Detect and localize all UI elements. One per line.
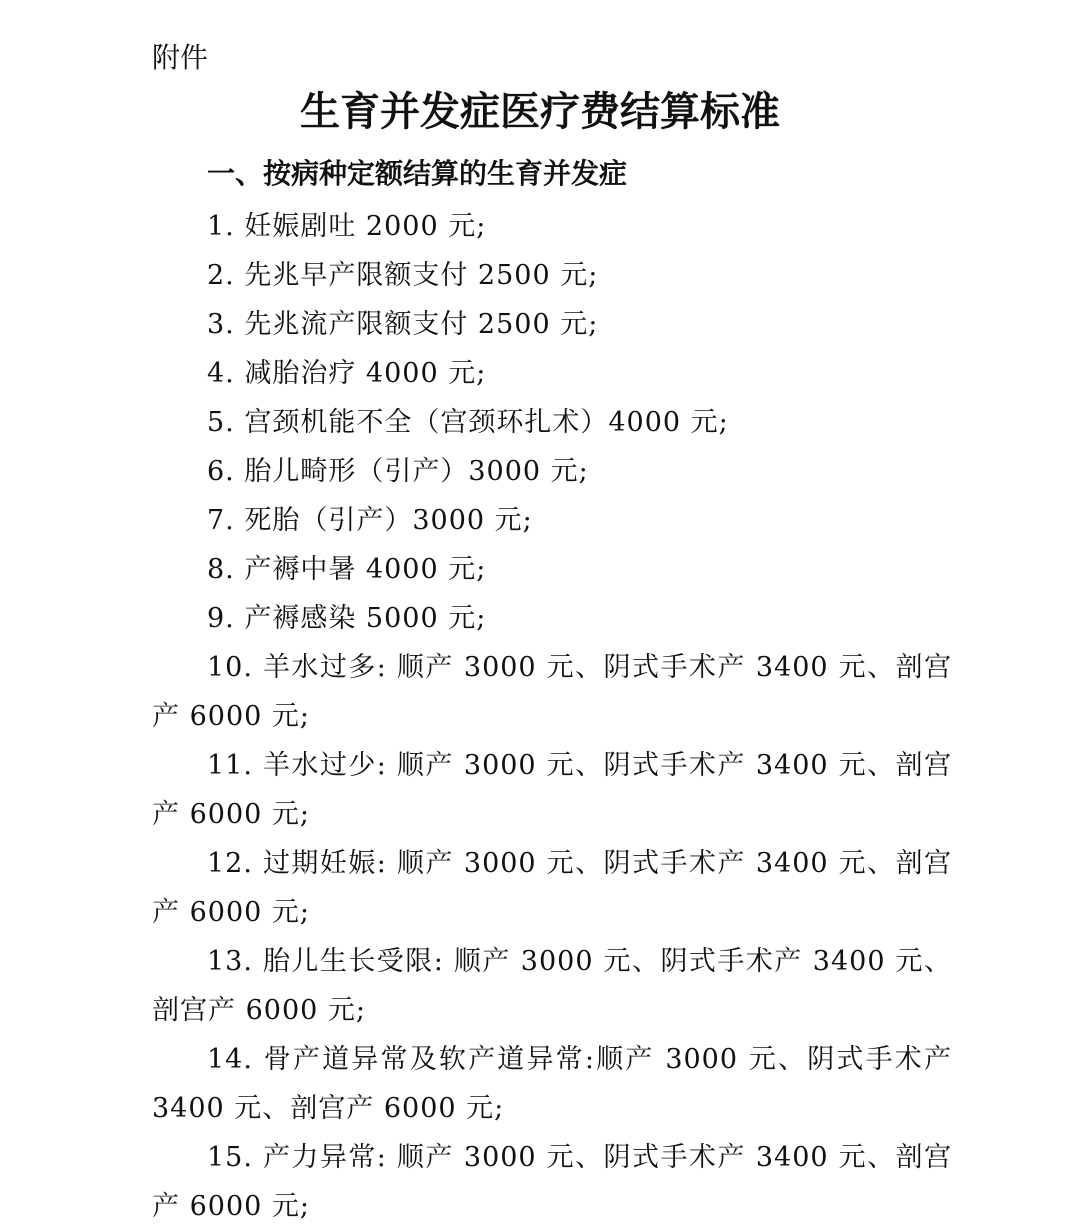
list-item: 15. 产力异常: 顺产 3000 元、阴式手术产 3400 元、剖宫产 6000 元; — [152, 1142, 952, 1222]
attachment-label: 附件 — [152, 41, 209, 74]
list-item: 2. 先兆早产限额支付 2500 元; — [207, 260, 599, 291]
list-item: 14. 骨产道异常及软产道异常:顺产 3000 元、阴式手术产 3400 元、剖宫产 6000 元; — [152, 1044, 952, 1124]
list-item: 3. 先兆流产限额支付 2500 元; — [207, 309, 599, 340]
list-item: 7. 死胎（引产）3000 元; — [207, 505, 533, 536]
list-item: 12. 过期妊娠: 顺产 3000 元、阴式手术产 3400 元、剖宫产 6000 元; — [152, 848, 952, 928]
list-item: 13. 胎儿生长受限: 顺产 3000 元、阴式手术产 3400 元、剖宫产 6000 元; — [152, 946, 952, 1026]
list-item: 4. 减胎治疗 4000 元; — [207, 358, 487, 389]
item-list — [152, 202, 952, 1231]
list-item: 5. 宫颈机能不全（宫颈环扎术）4000 元; — [207, 407, 729, 438]
section-heading: 一、按病种定额结算的生育并发症 — [207, 157, 628, 190]
list-item: 10. 羊水过多: 顺产 3000 元、阴式手术产 3400 元、剖宫产 6000 元; — [152, 652, 952, 732]
list-item: 6. 胎儿畸形（引产）3000 元; — [207, 456, 589, 487]
list-item: 1. 妊娠剧吐 2000 元; — [207, 211, 487, 242]
list-item: 8. 产褥中暑 4000 元; — [207, 554, 487, 585]
list-item: 11. 羊水过少: 顺产 3000 元、阴式手术产 3400 元、剖宫产 6000 元; — [152, 750, 952, 830]
document-title: 生育并发症医疗费结算标准 — [300, 89, 780, 135]
list-item: 9. 产褥感染 5000 元; — [207, 603, 487, 634]
